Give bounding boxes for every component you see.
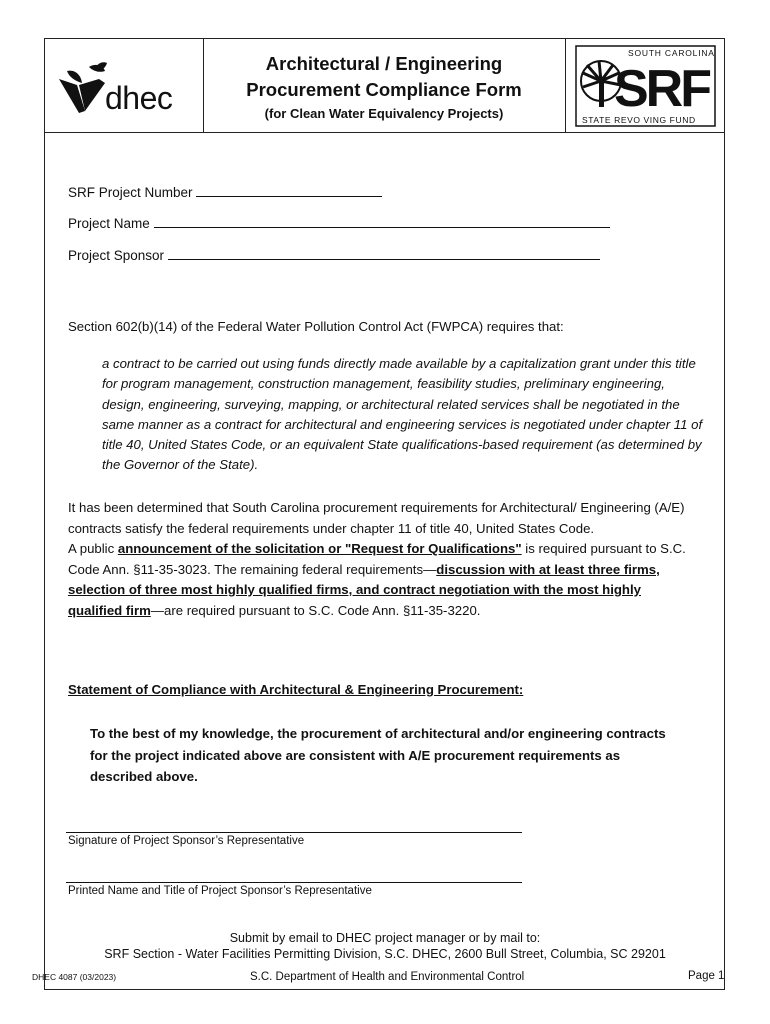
project-number-input[interactable] (196, 183, 382, 197)
para-text-1: It has been determined that South Carolina procurement requirements for Architectural/ Engineering (A/E) contracts satisfy the federal requirements under chapter 11 of title 40, United States Code. (68, 500, 685, 536)
para-text-3: is required pursuant to S.C. Code Ann. §11-35-3023. The remaining federal requirements— (68, 541, 686, 577)
para-text-4: —are required pursuant to S.C. Code Ann. §11-35-3220. (150, 602, 481, 618)
srf-bottom-text: STATE REVO VING FUND (582, 115, 696, 125)
fwpca-quote: a contract to be carried out using funds directly made available by a capitalization grant under this title for program management, construction management, feasibility studies, preliminary engineering, design, engineering, surveying, mapping, or architectural related services shall be negotiated in the same manner as a contract for architectural and engineering services is negotiated under chapter 11 of title 40, United States Code, or an equivalent State qualifications-based requirement (as determined by the Governor of the State). (102, 356, 703, 473)
form-number: DHEC 4087 (03/2023) (32, 972, 117, 982)
srf-logo (565, 39, 725, 132)
submit-instructions: Submit by email to DHEC project manager or by mail to: (229, 931, 541, 945)
project-name-label: Project Name (68, 216, 150, 231)
signature-label: Signature of Project Sponsor’s Representative (68, 835, 305, 847)
para-bold-announcement: announcement of the solicitation or "Request for Qualifications" (117, 541, 522, 556)
section-intro: Section 602(b)(14) of the Federal Water Pollution Control Act (FWPCA) requires that: (68, 319, 564, 334)
requirements-paragraph (68, 498, 698, 621)
para-text-2: A public (68, 541, 118, 556)
dhec-logo (45, 39, 204, 132)
srf-top-text: SOUTH CAROLINA (628, 48, 715, 58)
title-subtitle: (for Clean Water Equivalency Projects) (264, 106, 504, 121)
project-name-input[interactable] (154, 214, 610, 228)
form-header (45, 39, 724, 133)
submit-address: SRF Section - Water Facilities Permitting Division, S.C. DHEC, 2600 Bull Street, Columbia, SC 29201 (104, 947, 666, 961)
agency-name: S.C. Department of Health and Environmental Control (250, 971, 525, 983)
printed-name-label: Printed Name and Title of Project Sponsor’s Representative (68, 885, 372, 897)
project-sponsor-label: Project Sponsor (68, 248, 165, 263)
printed-name-line[interactable] (66, 882, 522, 883)
para-bold-discussion: discussion with at least three firms, selection of three most highly qualified firms, and contract negotiation with the most highly qualified firm (68, 561, 660, 618)
project-number-label: SRF Project Number (68, 185, 193, 200)
page-number: Page 1 (688, 970, 725, 982)
dhec-logo-text: dhec (105, 80, 173, 116)
statement-heading: Statement of Compliance with Architectural & Engineering Procurement: (68, 682, 524, 697)
project-name-field (68, 214, 610, 231)
form-title (203, 39, 565, 132)
project-sponsor-field (68, 246, 600, 263)
title-line-2: Procurement Compliance Form (246, 79, 522, 100)
srf-letters: SRF (614, 60, 709, 118)
statement-text: To the best of my knowledge, the procurement of architectural and/or engineering contracts for the project indicated above are consistent with A/E procurement requirements as described above. (90, 726, 666, 784)
signature-line[interactable] (66, 832, 522, 833)
project-sponsor-input[interactable] (168, 246, 600, 260)
title-line-1: Architectural / Engineering (265, 53, 503, 74)
project-number-field (68, 183, 382, 200)
